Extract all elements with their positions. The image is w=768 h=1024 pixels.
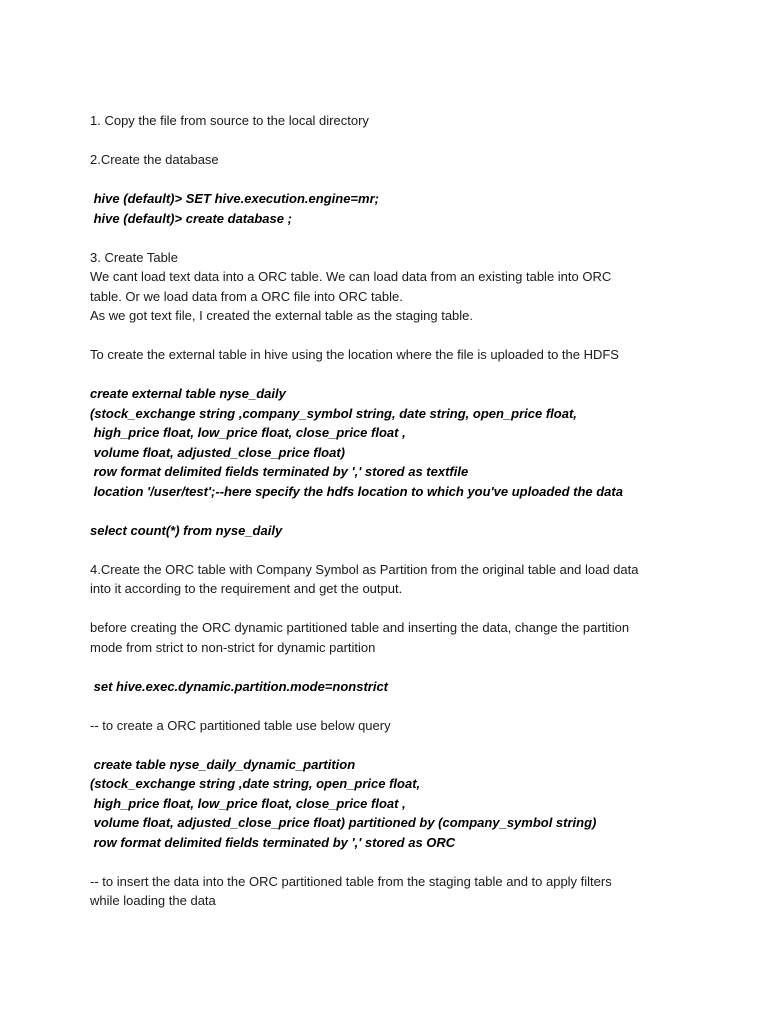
code-line: high_price float, low_price float, close_price float ,	[90, 425, 406, 440]
step2-heading: 2.Create the database	[90, 152, 219, 167]
paragraph-line: before creating the ORC dynamic partitioned table and inserting the data, change the partition	[90, 620, 630, 635]
paragraph-line: As we got text file, I created the external table as the staging table.	[90, 308, 474, 323]
step3-heading: 3. Create Table	[90, 249, 178, 265]
code-line: volume float, adjusted_close_price float)	[90, 444, 346, 460]
paragraph-line: mode from strict to non-strict for dynamic partition	[90, 639, 376, 655]
paragraph-line: while loading the data	[90, 893, 216, 908]
code-line: hive (default)> SET hive.execution.engine=mr;	[90, 191, 379, 206]
step1-text: 1. Copy the file from source to the local directory	[90, 113, 369, 128]
code-line: (stock_exchange string ,company_symbol string, date string, open_price float,	[90, 405, 577, 421]
comment-line: -- to create a ORC partitioned table use below query	[90, 717, 391, 733]
document-page	[90, 111, 690, 911]
code-line: hive (default)> create database ;	[90, 210, 292, 226]
code-line: select count(*) from nyse_daily	[90, 522, 283, 538]
code-line: set hive.exec.dynamic.partition.mode=nonstrict	[90, 678, 389, 694]
paragraph-line: To create the external table in hive using the location where the file is uploaded to the HDFS	[90, 347, 619, 362]
code-line: volume float, adjusted_close_price float) partitioned by (company_symbol string)	[90, 815, 597, 830]
code-line: row format delimited fields terminated by ',' stored as ORC	[90, 834, 456, 850]
paragraph-line: table. Or we load data from a ORC file into ORC table.	[90, 288, 403, 304]
code-line: high_price float, low_price float, close_price float ,	[90, 795, 406, 811]
code-line: (stock_exchange string ,date string, open_price float,	[90, 776, 421, 791]
code-line: row format delimited fields terminated by ',' stored as textfile	[90, 464, 469, 479]
comment-line: -- to insert the data into the ORC partitioned table from the staging table and to apply filters	[90, 873, 612, 889]
code-line: create external table nyse_daily	[90, 386, 286, 401]
step4-heading: 4.Create the ORC table with Company Symbol as Partition from the original table and load data	[90, 561, 639, 577]
code-line: create table nyse_daily_dynamic_partition	[90, 756, 356, 772]
code-line: location '/user/test';--here specify the hdfs location to which you've uploaded the data	[90, 483, 623, 499]
paragraph-line: We cant load text data into a ORC table. We can load data from an existing table into ORC	[90, 269, 612, 284]
paragraph-line: into it according to the requirement and get the output.	[90, 581, 403, 596]
